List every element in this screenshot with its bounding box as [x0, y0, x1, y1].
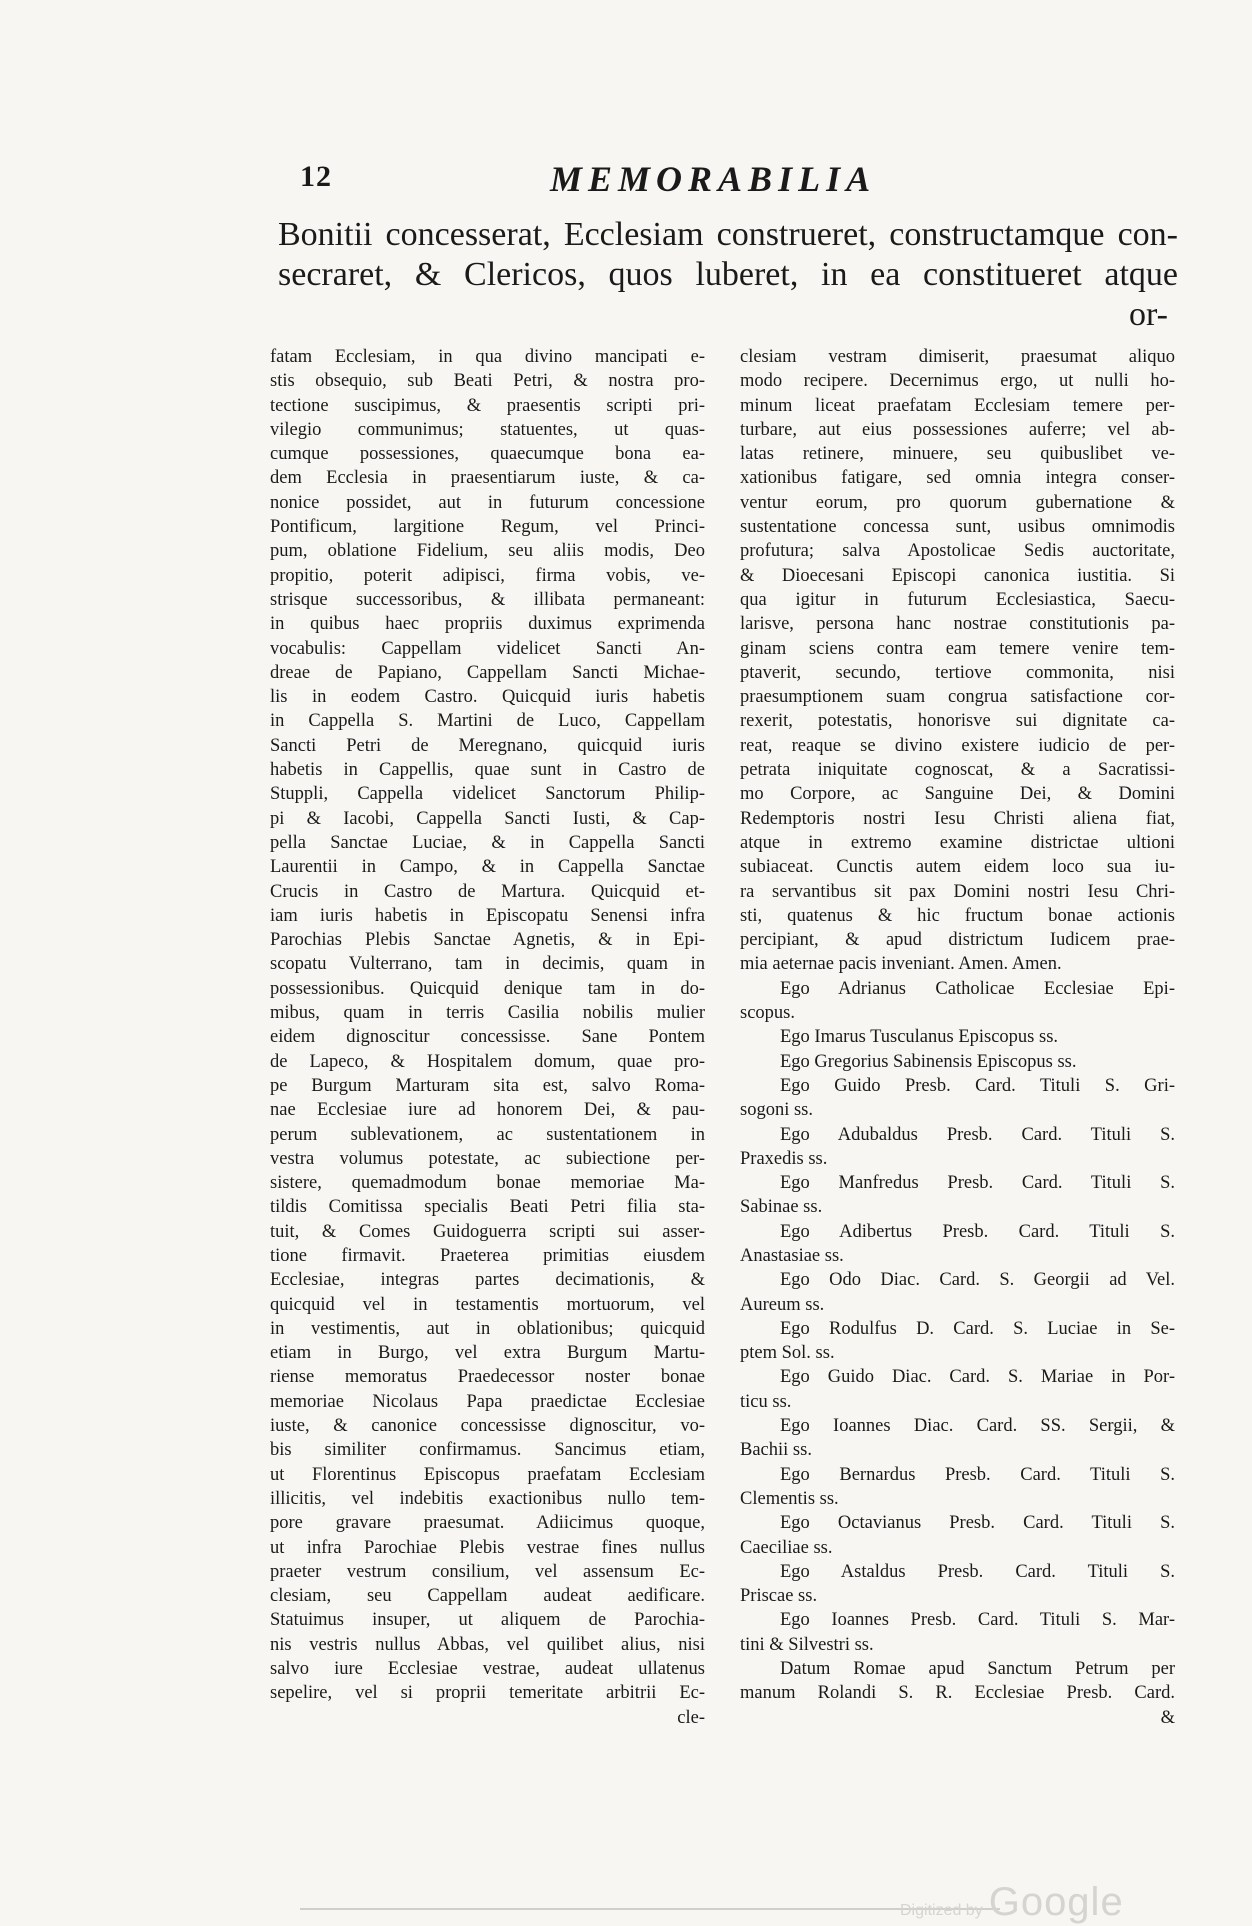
text-line: atque in extremo examine districtae ultioni — [740, 832, 1175, 853]
signature-line: Priscae ss. — [740, 1586, 818, 1607]
right-column — [740, 345, 1175, 1730]
signature-line: Ego Adrianus Catholicae Ecclesiae Epi- — [780, 978, 1175, 999]
signature-line: ptem Sol. ss. — [740, 1343, 835, 1364]
signature-line: Ego Bernardus Presb. Card. Tituli S. — [780, 1464, 1175, 1485]
text-line: petrata iniquitate cognoscat, & a Sacratissi- — [740, 760, 1175, 781]
text-line: ut Florentinus Episcopus praefatam Ecclesiam — [270, 1464, 705, 1485]
text-line: vocabulis: Cappellam videlicet Sancti An- — [270, 638, 705, 659]
signature-line: Aureum ss. — [740, 1294, 825, 1315]
signature-line: tini & Silvestri ss. — [740, 1634, 874, 1655]
text-line: iuste, & canonice concessisse dignoscitur, vo- — [270, 1416, 705, 1437]
signature-line: Bachii ss. — [740, 1440, 812, 1461]
text-line: pi & Iacobi, Cappella Sancti Iusti, & Cap- — [270, 808, 705, 829]
text-line: mo Corpore, ac Sanguine Dei, & Domini — [740, 784, 1175, 805]
watermark-logo-text: Google — [988, 1880, 1124, 1924]
text-line: pe Burgum Marturam sita est, salvo Roma- — [270, 1075, 705, 1096]
text-line: in vestimentis, aut in oblationibus; quicquid — [270, 1318, 705, 1339]
text-line: in Cappella S. Martini de Luco, Cappellam — [270, 711, 705, 732]
page-number: 12 — [300, 160, 332, 193]
signature-line: Ego Adibertus Presb. Card. Tituli S. — [780, 1221, 1175, 1242]
text-line: in quibus haec propriis duximus exprimenda — [270, 614, 705, 635]
text-line: pore gravare praesumat. Adiicimus quoque, — [270, 1513, 705, 1534]
text-line: dem Ecclesia in praesentiarum iuste, & ca- — [270, 468, 705, 489]
text-line: tuit, & Comes Guidoguerra scripti sui asser- — [270, 1221, 705, 1242]
running-title: MEMORABILIA — [550, 159, 877, 199]
text-line: turbare, aut eius possessiones auferre; vel ab- — [740, 419, 1175, 440]
text-line: de Lapeco, & Hospitalem domum, quae pro- — [270, 1051, 705, 1072]
signature-line: Ego Gregorius Sabinensis Episcopus ss. — [780, 1051, 1077, 1072]
text-line: ptaverit, secundo, tertiove commonita, nisi — [740, 662, 1175, 683]
text-line: quicquid vel in testamentis mortuorum, vel — [270, 1294, 705, 1315]
text-line: nonice possidet, aut in futurum concessione — [270, 492, 705, 513]
text-line: perum sublevationem, ac sustentationem in — [270, 1124, 705, 1145]
text-line: ginam sciens contra eam temere venire tem- — [740, 638, 1175, 659]
signature-line: Ego Guido Presb. Card. Tituli S. Gri- — [780, 1075, 1175, 1096]
signature-line: scopus. — [740, 1003, 795, 1024]
text-line: Sancti Petri de Meregnano, quicquid iuris — [270, 735, 705, 756]
text-line: Statuimus insuper, ut aliquem de Parochia- — [270, 1610, 705, 1631]
text-line: nae Ecclesiae iure ad honorem Dei, & pau- — [270, 1100, 705, 1121]
text-line: pum, oblatione Fidelium, seu aliis modis, Deo — [270, 541, 705, 562]
text-line: dreae de Papiano, Cappellam Sancti Michae- — [270, 662, 705, 683]
text-line: cumque possessiones, quaecumque bona ea- — [270, 444, 705, 465]
text-line: stis obsequio, sub Beati Petri, & nostra pro- — [270, 371, 705, 392]
signature-line: Ego Octavianus Presb. Card. Tituli S. — [780, 1513, 1175, 1534]
text-line: sistere, quemadmodum bonae memoriae Ma- — [270, 1173, 705, 1194]
text-line: vestra volumus potestate, ac subiectione per- — [270, 1148, 705, 1169]
text-line: qua igitur in futurum Ecclesiastica, Saecu- — [740, 589, 1175, 610]
signature-line: Ego Imarus Tusculanus Episcopus ss. — [780, 1027, 1059, 1048]
lead-line: or- — [1129, 296, 1168, 333]
signature-line: Ego Astaldus Presb. Card. Tituli S. — [780, 1561, 1175, 1582]
text-line: percipiant, & apud districtum Iudicem prae- — [740, 930, 1175, 951]
text-line: iam iuris habetis in Episcopatu Senensi infra — [270, 905, 705, 926]
signature-line: Ego Adubaldus Presb. Card. Tituli S. — [780, 1124, 1175, 1145]
text-line: sustentatione concessa sunt, usibus omnimodis — [740, 517, 1175, 538]
text-line: xationibus fatigare, sed omnia integra conser- — [740, 468, 1175, 489]
datum-line: Datum Romae apud Sanctum Petrum per — [780, 1659, 1175, 1680]
text-line: subiaceat. Cunctis autem eidem loco sua iu- — [740, 857, 1175, 878]
signature-line: Clementis ss. — [740, 1488, 839, 1509]
watermark-small-text: Digitized by — [900, 1902, 983, 1919]
text-line: ut infra Parochiae Plebis vestrae fines nullus — [270, 1537, 705, 1558]
text-line: memoriae Nicolaus Papa praedictae Ecclesiae — [270, 1391, 705, 1412]
text-line: sti, quatenus & hic fructum bonae actionis — [740, 905, 1175, 926]
catchword: & — [1160, 1707, 1175, 1728]
text-line: clesiam, seu Cappellam audeat aedificare. — [270, 1586, 705, 1607]
text-line: modo recipere. Decernimus ergo, ut nulli ho- — [740, 371, 1175, 392]
signature-line: Ego Odo Diac. Card. S. Georgii ad Vel. — [780, 1270, 1175, 1291]
signature-line: Sabinae ss. — [740, 1197, 823, 1218]
page-edge-line — [300, 1908, 1000, 1910]
text-line: Laurentii in Campo, & in Cappella Sanctae — [270, 857, 705, 878]
digitization-watermark — [900, 1880, 1124, 1925]
signature-line: Ego Guido Diac. Card. S. Mariae in Por- — [780, 1367, 1175, 1388]
text-line: lis in eodem Castro. Quicquid iuris habetis — [270, 687, 705, 708]
text-line: Parochias Plebis Sanctae Agnetis, & in Epi- — [270, 930, 705, 951]
signature-line: Ego Rodulfus D. Card. S. Luciae in Se- — [780, 1318, 1175, 1339]
text-line: tione firmavit. Praeterea primitias eiusdem — [270, 1245, 705, 1266]
text-line: Crucis in Castro de Martura. Quicquid et- — [270, 881, 705, 902]
text-line: nis vestris nullus Abbas, vel quilibet alius, nisi — [270, 1634, 705, 1655]
lead-paragraph — [278, 215, 1178, 335]
text-line: habetis in Cappellis, quae sunt in Castro de — [270, 760, 705, 781]
signature-line: sogoni ss. — [740, 1100, 813, 1121]
catchword: cle- — [677, 1707, 705, 1728]
signature-line: Praxedis ss. — [740, 1148, 828, 1169]
signature-line: Anastasiae ss. — [740, 1245, 844, 1266]
signature-line: Ego Manfredus Presb. Card. Tituli S. — [780, 1173, 1175, 1194]
lead-line: secraret, & Clericos, quos luberet, in ea constitueret atque — [278, 256, 1178, 293]
text-line: mia aeternae pacis inveniant. Amen. Amen. — [740, 954, 1062, 975]
text-line: riense memoratus Praedecessor noster bonae — [270, 1367, 705, 1388]
signature-line: ticu ss. — [740, 1391, 792, 1412]
text-line: sepelire, vel si proprii temeritate arbitrii Ec- — [270, 1683, 705, 1704]
text-line: Redemptoris nostri Iesu Christi aliena fiat, — [740, 808, 1175, 829]
signature-line: Ego Ioannes Presb. Card. Tituli S. Mar- — [780, 1610, 1175, 1631]
left-column — [270, 345, 705, 1730]
text-line: clesiam vestram dimiserit, praesumat aliquo — [740, 347, 1175, 367]
text-line: Ecclesiae, integras partes decimationis, & — [270, 1270, 705, 1291]
text-line: etiam in Burgo, vel extra Burgum Martu- — [270, 1343, 705, 1364]
text-line: ra servantibus sit pax Domini nostri Iesu Chri- — [740, 881, 1175, 902]
text-line: eidem dignoscitur concessisse. Sane Pontem — [270, 1027, 705, 1048]
text-line: fatam Ecclesiam, in qua divino mancipati e- — [270, 347, 705, 367]
text-line: possessionibus. Quicquid denique tam in do- — [270, 978, 705, 999]
text-line: praesumptionem suam congrua satisfactione cor- — [740, 687, 1175, 708]
text-line: strisque successoribus, & illibata permaneant: — [270, 589, 705, 610]
running-head — [300, 160, 950, 200]
text-line: tectione suscipimus, & praesentis scripti pri- — [270, 395, 705, 416]
signature-line: Ego Ioannes Diac. Card. SS. Sergii, & — [780, 1416, 1175, 1437]
text-line: illicitis, vel indebitis exactionibus nullo tem- — [270, 1488, 705, 1509]
text-line: latas retinere, minuere, seu quibuslibet ve- — [740, 444, 1175, 465]
signature-line: Caeciliae ss. — [740, 1537, 833, 1558]
text-line: & Dioecesani Episcopi canonica iustitia. Si — [740, 565, 1175, 586]
text-line: minum liceat praefatam Ecclesiam temere per- — [740, 395, 1175, 416]
text-line: profutura; salva Apostolicae Sedis auctoritate, — [740, 541, 1175, 562]
text-line: pella Sanctae Luciae, & in Cappella Sancti — [270, 832, 705, 853]
text-line: rexerit, potestatis, honorisve sui dignitate ca- — [740, 711, 1175, 732]
text-line: bis similiter confirmamus. Sancimus etiam, — [270, 1440, 705, 1461]
text-line: propitio, poterit adipisci, firma vobis, ve- — [270, 565, 705, 586]
text-line: mibus, quam in terris Casilia nobilis mulier — [270, 1003, 705, 1024]
text-line: larisve, persona hanc nostrae constitutionis pa- — [740, 614, 1175, 635]
text-line: Stuppli, Cappella videlicet Sanctorum Philip- — [270, 784, 705, 805]
datum-line: manum Rolandi S. R. Ecclesiae Presb. Card. — [740, 1683, 1175, 1704]
text-line: praeter vestrum consilium, vel assensum Ec- — [270, 1561, 705, 1582]
text-line: reat, reaque se divino existere iudicio de per- — [740, 735, 1175, 756]
text-line: vilegio communimus; statuentes, ut quas- — [270, 419, 705, 440]
text-line: ventur eorum, pro quorum gubernatione & — [740, 492, 1175, 513]
text-line: scopatu Vulterrano, tam in decimis, quam in — [270, 954, 705, 975]
text-line: Pontificum, largitione Regum, vel Princi- — [270, 517, 705, 538]
text-line: salvo iure Ecclesiae vestrae, audeat ullatenus — [270, 1659, 705, 1680]
lead-line: Bonitii concesserat, Ecclesiam construeret, constructamque con- — [278, 216, 1178, 253]
text-line: tildis Comitissa specialis Beati Petri filia sta- — [270, 1197, 705, 1218]
